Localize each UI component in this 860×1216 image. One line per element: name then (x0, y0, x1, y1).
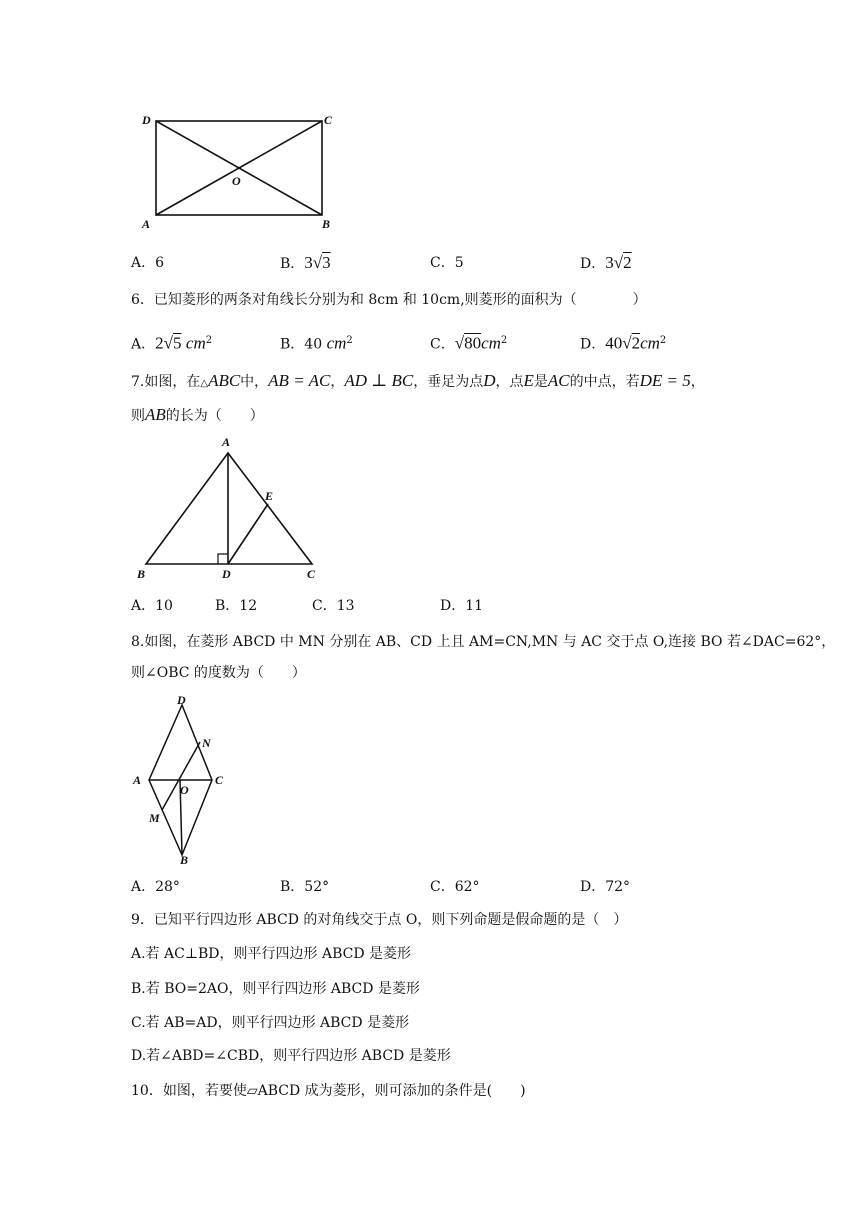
q8-rhombus-figure (130, 692, 240, 867)
q8-option-c: C．62° (430, 879, 480, 895)
label-o: O (180, 783, 189, 797)
label-m: M (149, 811, 160, 825)
q5-option-b: B．3√3 (280, 253, 331, 272)
label-a: A (222, 435, 231, 449)
label-a: A (142, 217, 151, 231)
label-d: D (222, 567, 231, 581)
label-e: E (265, 489, 274, 503)
q9-option-b: B.若 BO=2AO，则平行四边形 ABCD 是菱形 (131, 981, 420, 997)
q6-option-b: B．40 $cm^2$ (280, 333, 353, 353)
triangle-abc (146, 453, 312, 564)
q5-option-c: C．5 (430, 255, 464, 271)
label-b: B (322, 217, 331, 231)
q6-stem: 6．已知菱形的两条对角线长分别为和 8cm 和 10cm,则菱形的面积为（ ） (131, 292, 647, 308)
q8-option-d: D．72° (580, 879, 631, 895)
q6-option-c: C．$√80cm^2$ (430, 333, 508, 353)
q7-option-a: A．10 (131, 598, 173, 614)
segment-de (228, 504, 268, 564)
label-c: C (215, 773, 224, 787)
q5-rectangle-figure (140, 112, 340, 232)
q9-stem: 9．已知平行四边形 ABCD 的对角线交于点 O，则下列命题是假命题的是（ ） (131, 912, 628, 928)
label-o: O (232, 174, 241, 188)
q8-option-b: B．52° (280, 879, 330, 895)
q6-option-a: A．2√5 $cm^2$ (131, 333, 213, 353)
q8-option-a: A．28° (131, 879, 180, 895)
q9-option-c: C.若 AB=AD，则平行四边形 ABCD 是菱形 (131, 1015, 410, 1031)
right-angle-mark (218, 554, 228, 564)
label-n: N (202, 736, 211, 750)
label-b: B (180, 853, 189, 867)
q10-stem: 10．如图，若要使▱ABCD 成为菱形，则可添加的条件是( ) (131, 1083, 526, 1099)
label-d: D (177, 693, 186, 707)
label-c: C (324, 113, 333, 127)
q8-stem-line1: 8.如图，在菱形 ABCD 中 MN 分别在 AB、CD 上且 AM=CN,MN 与 AC 交于点 O,连接 BO 若∠DAC=62°， (131, 634, 836, 650)
q5-option-d: D．3√2 (580, 253, 632, 272)
q7-option-c: C．13 (312, 598, 355, 614)
q7-stem-line2: 则AB的长为（ ） (131, 405, 264, 424)
label-a: A (133, 773, 142, 787)
q8-stem-line2: 则∠OBC 的度数为（ ） (131, 665, 306, 681)
q9-option-d: D.若∠ABD=∠CBD，则平行四边形 ABCD 是菱形 (131, 1048, 451, 1064)
label-d: D (142, 113, 151, 127)
q7-option-b: B．12 (215, 598, 258, 614)
q9-option-a: A.若 AC⊥BD，则平行四边形 ABCD 是菱形 (131, 946, 412, 962)
q7-triangle-figure (135, 432, 335, 582)
q6-option-d: D．$40√2cm^2$ (580, 333, 667, 353)
label-b: B (137, 567, 146, 581)
q7-option-d: D．11 (440, 598, 484, 614)
label-c: C (307, 567, 316, 581)
q7-stem-line1: 7.如图，在△ABC中，AB = AC，AD ⊥ BC，垂足为点D，点E是AC的中点，若DE = 5， (131, 371, 705, 390)
q5-option-a: A．6 (131, 255, 165, 271)
